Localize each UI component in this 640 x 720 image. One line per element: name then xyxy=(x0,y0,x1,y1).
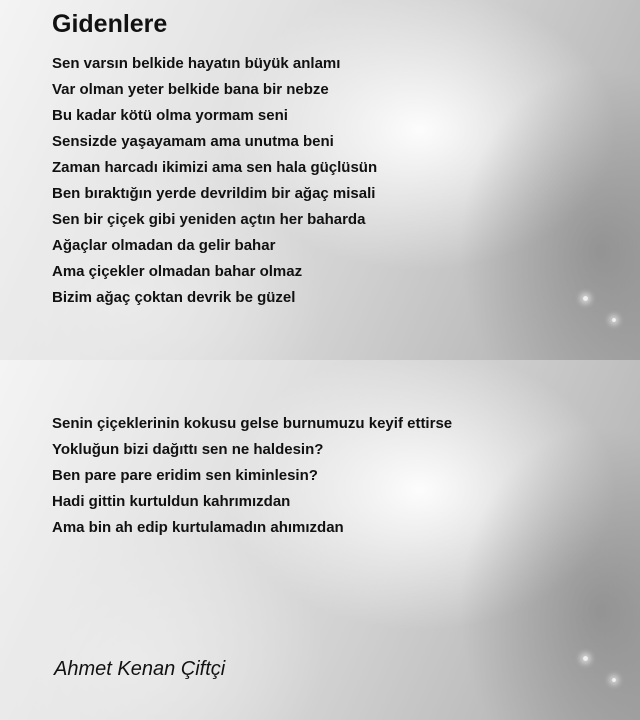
poem-line: Senin çiçeklerinin kokusu gelse burnumuzu keyif ettirse xyxy=(52,415,453,432)
poem-line: Ben pare pare eridim sen kiminlesin? xyxy=(52,467,318,484)
poem-line: Zaman harcadı ikimizi ama sen hala güçlüsün xyxy=(52,159,378,176)
poem-line: Yokluğun bizi dağıttı sen ne haldesin? xyxy=(52,441,324,458)
poem-line: Hadi gittin kurtuldun kahrımızdan xyxy=(52,493,291,510)
poem-line: Ağaçlar olmadan da gelir bahar xyxy=(52,237,276,254)
poem-line: Bu kadar kötü olma yormam seni xyxy=(52,107,288,124)
sparkle-decoration xyxy=(583,656,588,661)
poem-line: Bizim ağaç çoktan devrik be güzel xyxy=(52,289,296,306)
sparkle-decoration xyxy=(583,296,588,301)
poem-stanza-1 xyxy=(52,51,377,311)
sparkle-decoration xyxy=(612,678,616,682)
poem-line: Var olman yeter belkide bana bir nebze xyxy=(52,81,329,98)
poem-line: Sensizde yaşayamam ama unutma beni xyxy=(52,133,334,150)
poem-title: Gidenlere xyxy=(52,10,168,38)
poem-page-bottom xyxy=(0,360,640,720)
poem-stanza-2 xyxy=(52,411,452,541)
poem-line: Sen varsın belkide hayatın büyük anlamı xyxy=(52,55,341,72)
poem-line: Ama çiçekler olmadan bahar olmaz xyxy=(52,263,303,280)
poem-line: Ben bıraktığın yerde devrildim bir ağaç misali xyxy=(52,185,376,202)
poem-line: Sen bir çiçek gibi yeniden açtın her baharda xyxy=(52,211,366,228)
sparkle-decoration xyxy=(612,318,616,322)
poem-author: Ahmet Kenan Çiftçi xyxy=(54,658,226,680)
poem-line: Ama bin ah edip kurtulamadın ahımızdan xyxy=(52,519,344,536)
